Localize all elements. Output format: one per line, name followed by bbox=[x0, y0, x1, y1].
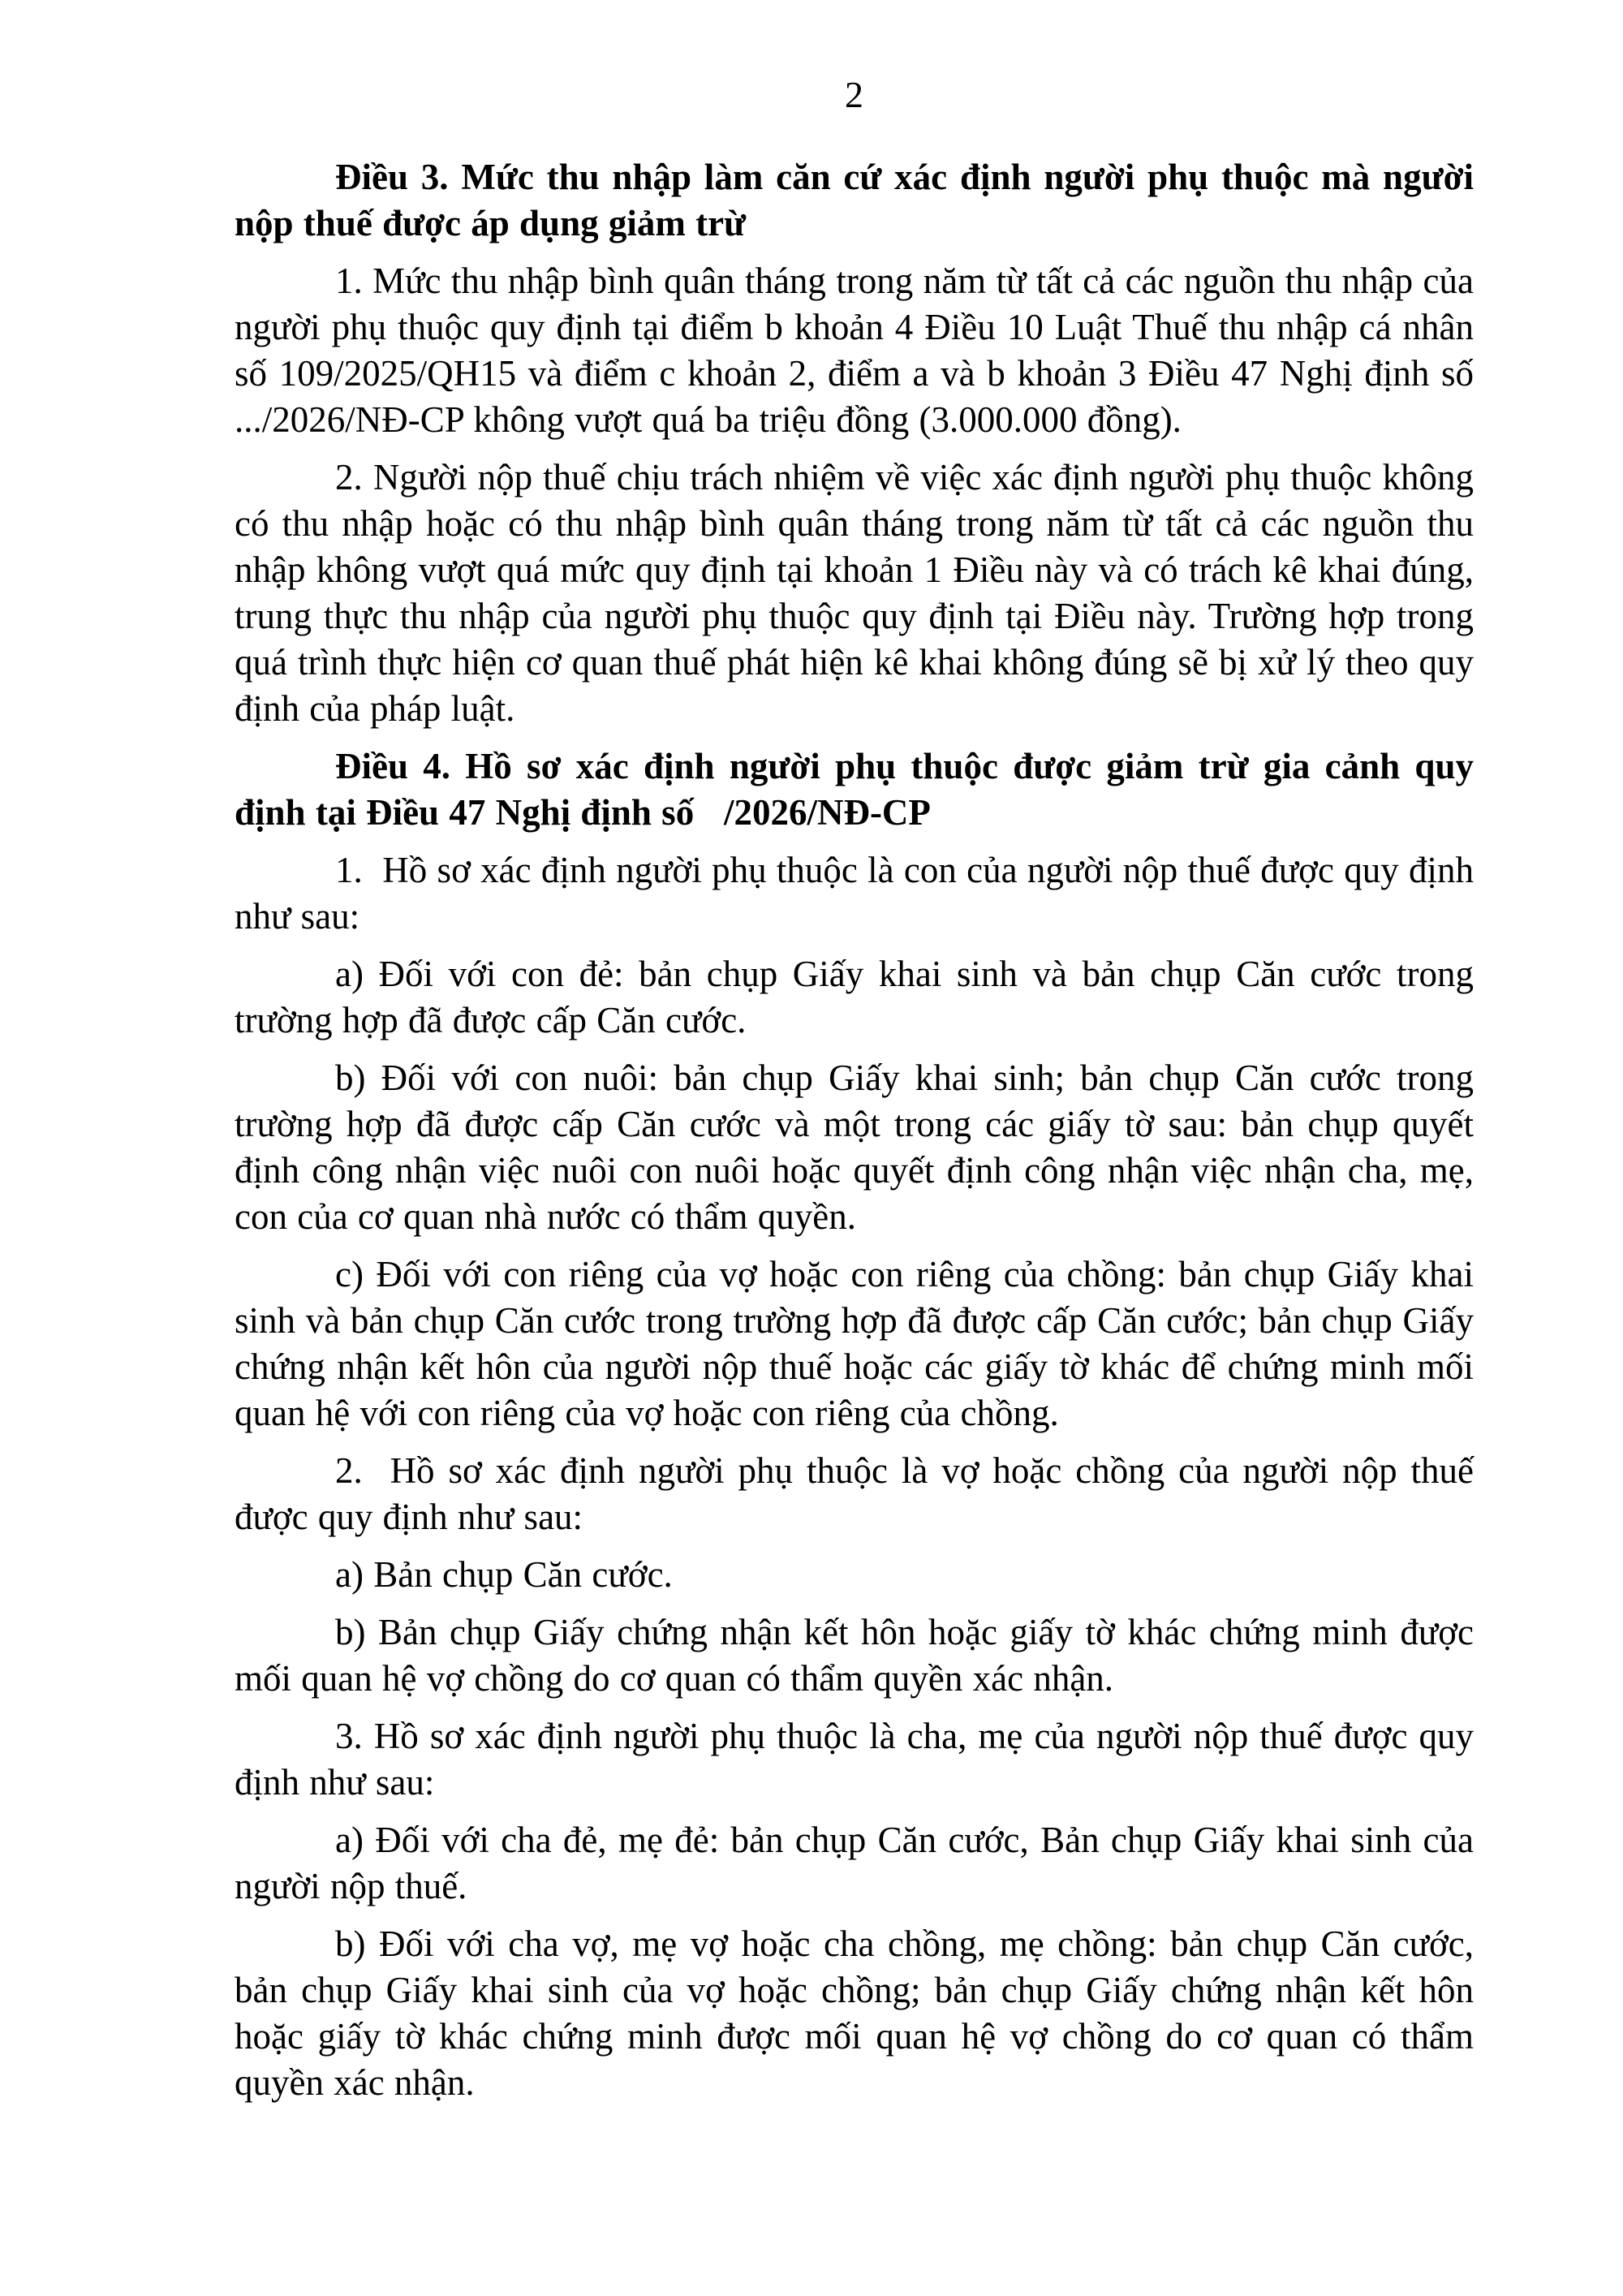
article-3-clause-1: 1. Mức thu nhập bình quân tháng trong năm từ tất cả các nguồn thu nhập của người phụ thuộc quy định tại điểm b khoản 4 Điều 10 Luật Thuế thu nhập cá nhân số 109/2025/QH15 và điểm c khoản 2, điểm a và b khoản 3 Điều 47 Nghị định số .../2026/NĐ-CP không vượt quá ba triệu đồng (3.000.000 đồng). bbox=[235, 261, 1474, 440]
page-number: 2 bbox=[845, 74, 863, 115]
document-content bbox=[235, 154, 1474, 2106]
article-4-clause-1-point-b: b) Đối với con nuôi: bản chụp Giấy khai sinh; bản chụp Căn cước trong trường hợp đã được cấp Căn cước và một trong các giấy tờ sau: bản chụp quyết định công nhận việc nuôi con nuôi hoặc quyết định công nhận việc nhận cha, mẹ, con của cơ quan nhà nước có thẩm quyền. bbox=[235, 1058, 1474, 1237]
article-4-heading: Điều 4. Hồ sơ xác định người phụ thuộc được giảm trừ gia cảnh quy định tại Điều 47 Nghị định số /2026/NĐ-CP bbox=[235, 746, 1474, 833]
article-4-clause-1-point-a: a) Đối với con đẻ: bản chụp Giấy khai sinh và bản chụp Căn cước trong trường hợp đã được cấp Căn cước. bbox=[235, 954, 1474, 1040]
article-4-clause-1-point-c: c) Đối với con riêng của vợ hoặc con riêng của chồng: bản chụp Giấy khai sinh và bản chụp Căn cước trong trường hợp đã được cấp Căn cước; bản chụp Giấy chứng nhận kết hôn của người nộp thuế hoặc các giấy tờ khác để chứng minh mối quan hệ với con riêng của vợ hoặc con riêng của chồng. bbox=[235, 1254, 1474, 1433]
article-3-heading: Điều 3. Mức thu nhập làm căn cứ xác định người phụ thuộc mà người nộp thuế được áp dụng giảm trừ bbox=[235, 157, 1474, 243]
article-4-clause-3: 3. Hồ sơ xác định người phụ thuộc là cha, mẹ của người nộp thuế được quy định như sau: bbox=[235, 1716, 1474, 1803]
article-4-clause-3-point-b: b) Đối với cha vợ, mẹ vợ hoặc cha chồng, mẹ chồng: bản chụp Căn cước, bản chụp Giấy khai sinh của vợ hoặc chồng; bản chụp Giấy chứng nhận kết hôn hoặc giấy tờ khác chứng minh được mối quan hệ vợ chồng do cơ quan có thẩm quyền xác nhận. bbox=[235, 1923, 1474, 2103]
article-4-clause-3-point-a: a) Đối với cha đẻ, mẹ đẻ: bản chụp Căn cước, Bản chụp Giấy khai sinh của người nộp thuế. bbox=[235, 1820, 1474, 1906]
article-4-clause-2-point-b: b) Bản chụp Giấy chứng nhận kết hôn hoặc giấy tờ khác chứng minh được mối quan hệ vợ chồng do cơ quan có thẩm quyền xác nhận. bbox=[235, 1612, 1474, 1699]
article-3-clause-2: 2. Người nộp thuế chịu trách nhiệm về việc xác định người phụ thuộc không có thu nhập hoặc có thu nhập bình quân tháng trong năm từ tất cả các nguồn thu nhập không vượt quá mức quy định tại khoản 1 Điều này và có trách kê khai đúng, trung thực thu nhập của người phụ thuộc quy định tại Điều này. Trường hợp trong quá trình thực hiện cơ quan thuế phát hiện kê khai không đúng sẽ bị xử lý theo quy định của pháp luật. bbox=[235, 457, 1474, 729]
article-4-clause-2: 2. Hồ sơ xác định người phụ thuộc là vợ hoặc chồng của người nộp thuế được quy định như sau: bbox=[235, 1450, 1474, 1537]
article-4-clause-1: 1. Hồ sơ xác định người phụ thuộc là con của người nộp thuế được quy định như sau: bbox=[235, 850, 1474, 937]
article-4-clause-2-point-a: a) Bản chụp Căn cước. bbox=[335, 1554, 673, 1595]
